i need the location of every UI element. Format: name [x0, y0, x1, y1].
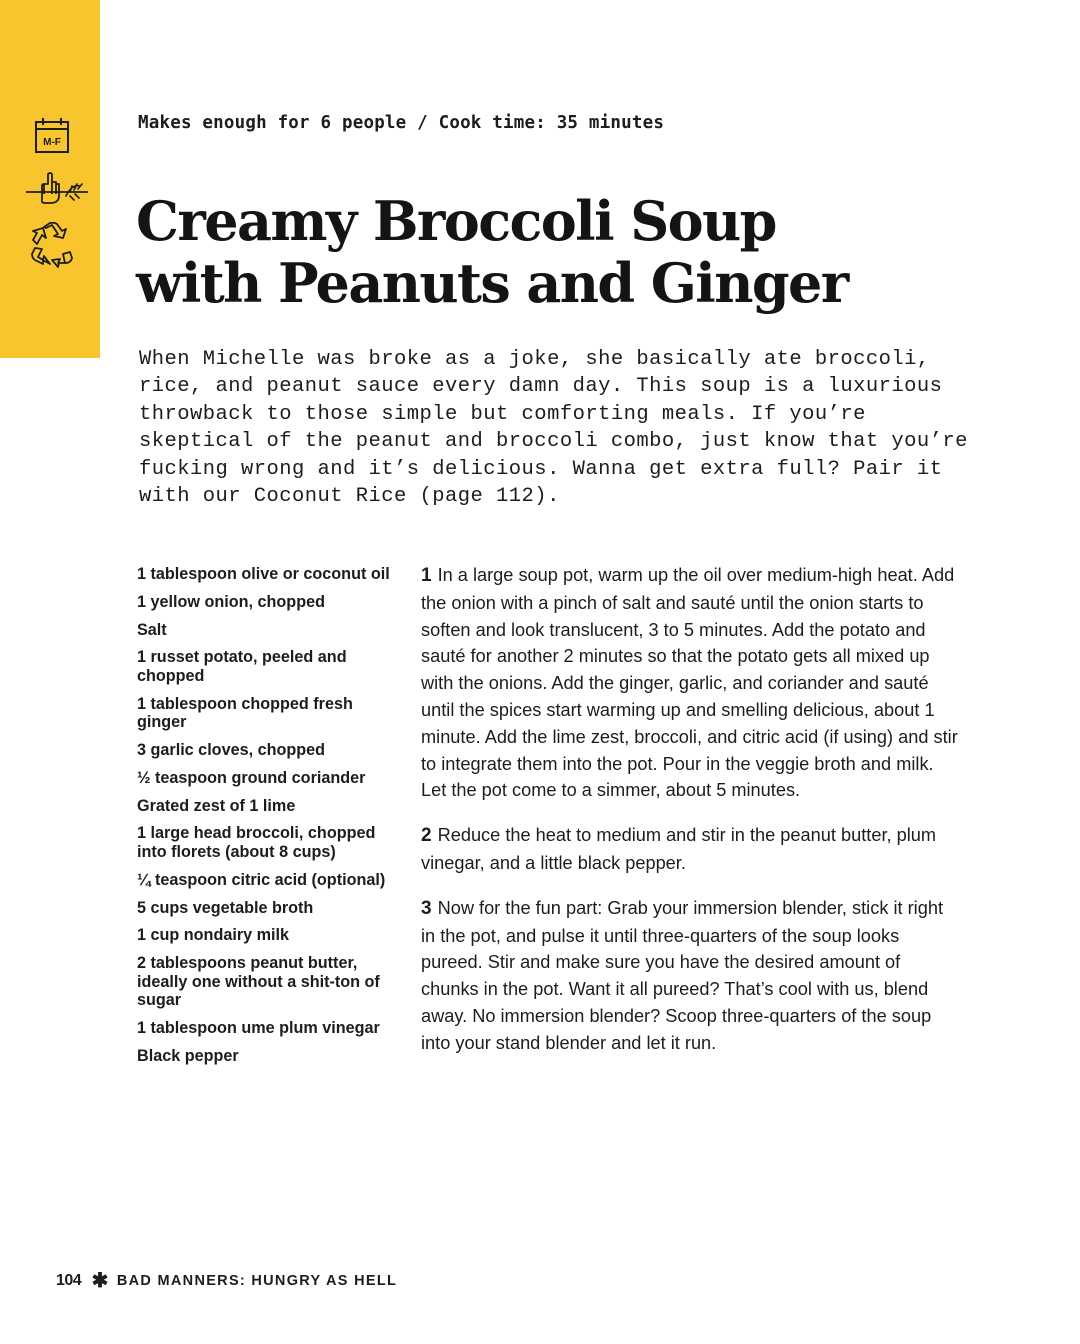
ingredient-item: 1 tablespoon olive or coconut oil: [137, 565, 390, 583]
ingredient-item: 1 yellow onion, chopped: [137, 592, 325, 611]
asterisk-icon: ✱: [91, 1270, 109, 1292]
recipe-title: [136, 190, 848, 314]
hand-gesture-wheat-icon: [24, 170, 90, 216]
ingredients-list: [137, 565, 392, 1075]
step-text: Reduce the heat to medium and stir in the peanut butter, plum vinegar, and a little black pepper.: [421, 825, 937, 873]
recipe-intro: When Michelle was broke as a joke, she basically ate broccoli, rice, and peanut sauce every damn day. This soup is a luxurious throwback to those simple but comforting meals. If you’re skeptical of the peanut and broccoli combo, just know that you’re fucking wrong and it’s delicious. Wanna get extra full? Pair it with our Coconut Rice (page 112).: [139, 348, 968, 509]
ingredient-item: ¼ teaspoon citric acid (optional): [137, 870, 386, 889]
yellow-sidebar: [0, 0, 100, 358]
recipe-title-line-2: with Peanuts and Ginger: [136, 251, 848, 315]
ingredient-item: 1 large head broccoli, chopped into florets (about 8 cups): [137, 824, 376, 862]
book-title: BAD MANNERS: HUNGRY AS HELL: [116, 1273, 398, 1289]
method-steps: [421, 562, 961, 1075]
page-footer: [56, 1268, 397, 1293]
method-step: [421, 895, 961, 1057]
page-number: 104: [56, 1272, 82, 1289]
ingredient-item: 5 cups vegetable broth: [137, 898, 314, 917]
ingredient-item: ½ teaspoon ground coriander: [137, 768, 366, 787]
step-text: Now for the fun part: Grab your immersion blender, stick it right in the pot, and pulse it until three-quarters of the soup looks pureed. Stir and make sure you have the desired amount of chunks in the pot. Want it all pureed? That’s cool with us, blend away. No immersion blender? Scoop three-quarters of the soup into your stand blender and let it run.: [421, 897, 943, 1053]
ingredient-item: Black pepper: [137, 1046, 239, 1065]
method-step: [421, 822, 961, 877]
svg-text:M-F: M-F: [43, 137, 61, 148]
recipe-meta: Makes enough for 6 people / Cook time: 35 minutes: [138, 113, 665, 133]
ingredient-item: 1 russet potato, peeled and chopped: [137, 648, 347, 685]
recipe-title-line-1: Creamy Broccoli Soup: [136, 189, 776, 253]
ingredient-item: Salt: [137, 620, 167, 639]
step-text: In a large soup pot, warm up the oil over medium-high heat. Add the onion with a pinch of salt and sauté until the onion starts to soften and look translucent, 3 to 5 minutes. Add the potato and sauté for another 2 minutes so that the potato gets all mixed up with the onions. Add the ginger, garlic, and coriander and sauté until the spices start warming up and smelling delicious, about 1 minute. Add the lime zest, broccoli, and citric acid (if using) and stir to integrate them into the pot. Pour in the veggie broth and milk. Let the pot come to a simmer, about 5 minutes.: [421, 565, 958, 801]
step-number: 2: [421, 825, 432, 847]
ingredient-item: 1 cup nondairy milk: [137, 926, 290, 945]
ingredient-item: 3 garlic cloves, chopped: [137, 741, 326, 760]
ingredient-item: 2 tablespoons peanut butter, ideally one without a shit-ton of sugar: [137, 954, 380, 1010]
ingredient-item: 1 tablespoon chopped fresh ginger: [137, 694, 353, 732]
method-step: [421, 562, 961, 804]
ingredient-item: 1 tablespoon ume plum vinegar: [137, 1019, 380, 1038]
recycle-icon: [30, 222, 76, 268]
ingredient-item: Grated zest of 1 lime: [137, 796, 296, 815]
step-number: 1: [421, 565, 432, 586]
step-number: 3: [421, 897, 432, 919]
weekday-calendar-icon: [30, 114, 76, 160]
